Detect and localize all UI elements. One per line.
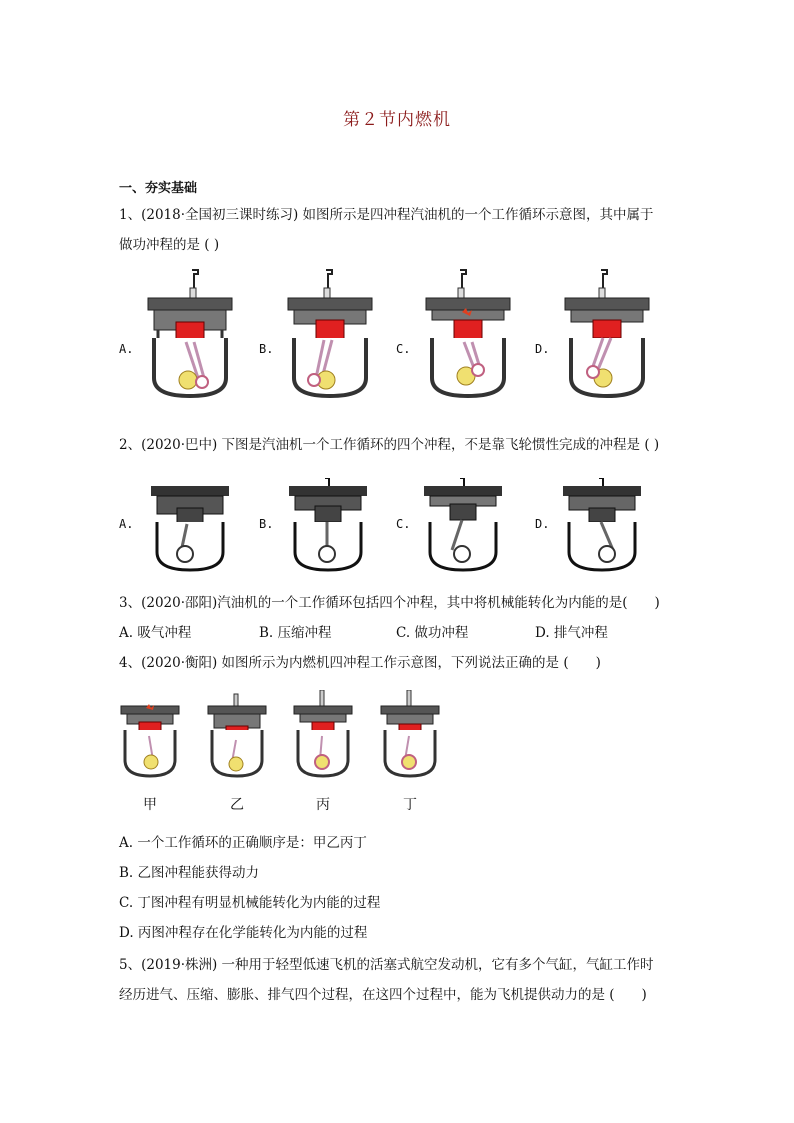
q3-option-b: B. 压缩冲程 (259, 625, 332, 641)
question-5 (119, 950, 689, 1010)
engine-diagram-q2-b (283, 478, 373, 578)
engine-diagram-q4-ding (377, 690, 443, 790)
q3-option-d: D. 排气冲程 (535, 625, 608, 641)
q4-caption-jia: 甲 (143, 797, 157, 813)
q4-caption-yi: 乙 (230, 797, 244, 813)
question-2-line1: 2、(2020·巴中) 下图是汽油机一个工作循环的四个冲程，不是靠飞轮惯性完成的冲程是 ( ) (119, 437, 660, 453)
q1-option-b-label: B. (259, 342, 274, 356)
q4-option-c: C. 丁图冲程有明显机械能转化为内能的过程 (119, 895, 381, 911)
q2-option-b-label: B. (259, 517, 274, 531)
question-1-line1: 1、(2018·全国初三课时练习) 如图所示是四冲程汽油机的一个工作循环示意图，其中属于 (119, 207, 654, 223)
q3-option-c: C. 做功冲程 (396, 625, 469, 641)
question-5-line1: 5、(2019·株洲) 一种用于轻型低速飞机的活塞式航空发动机，它有多个气缸，气缸工作时 (119, 957, 654, 973)
engine-diagram-q1-b (280, 268, 380, 398)
question-4-line1: 4、(2020·衡阳) 如图所示为内燃机四冲程工作示意图，下列说法正确的是 ( ) (119, 655, 601, 671)
question-1-line2: 做功冲程的是 ( ) (119, 237, 220, 253)
engine-diagram-q4-bing (290, 690, 356, 790)
q4-option-b: B. 乙图冲程能获得动力 (119, 865, 260, 881)
engine-diagram-q2-c (418, 478, 508, 578)
engine-diagram-q4-jia (117, 690, 183, 790)
q1-option-a-label: A. (119, 342, 134, 356)
engine-diagram-q1-c (418, 268, 518, 398)
q4-caption-bing: 丙 (316, 797, 330, 813)
engine-diagram-q1-d (557, 268, 657, 398)
q1-option-c-label: C. (396, 342, 411, 356)
q2-option-d-label: D. (535, 517, 550, 531)
question-3 (119, 588, 689, 618)
q1-option-d-label: D. (535, 342, 550, 356)
engine-diagram-q1-a (140, 268, 240, 398)
engine-diagram-q4-yi (204, 690, 270, 790)
question-5-line2: 经历进气、压缩、膨胀、排气四个过程，在这四个过程中，能为飞机提供动力的是 ( ) (119, 987, 647, 1003)
question-1 (119, 200, 689, 260)
question-2 (119, 430, 689, 460)
section-heading: 一、夯实基础 (119, 181, 198, 196)
q4-option-d: D. 丙图冲程存在化学能转化为内能的过程 (119, 925, 368, 941)
q2-option-c-label: C. (396, 517, 411, 531)
engine-diagram-q2-a (145, 478, 235, 578)
q2-option-a-label: A. (119, 517, 134, 531)
question-3-line1: 3、(2020·邵阳)汽油机的一个工作循环包括四个冲程，其中将机械能转化为内能的是( ) (119, 595, 660, 611)
question-4 (119, 648, 689, 678)
q3-option-a: A. 吸气冲程 (119, 625, 192, 641)
q4-option-a: A. 一个工作循环的正确顺序是：甲乙丙丁 (119, 835, 367, 851)
page-title: 第２节内燃机 (343, 110, 451, 130)
q4-caption-ding: 丁 (403, 797, 417, 813)
engine-diagram-q2-d (557, 478, 647, 578)
